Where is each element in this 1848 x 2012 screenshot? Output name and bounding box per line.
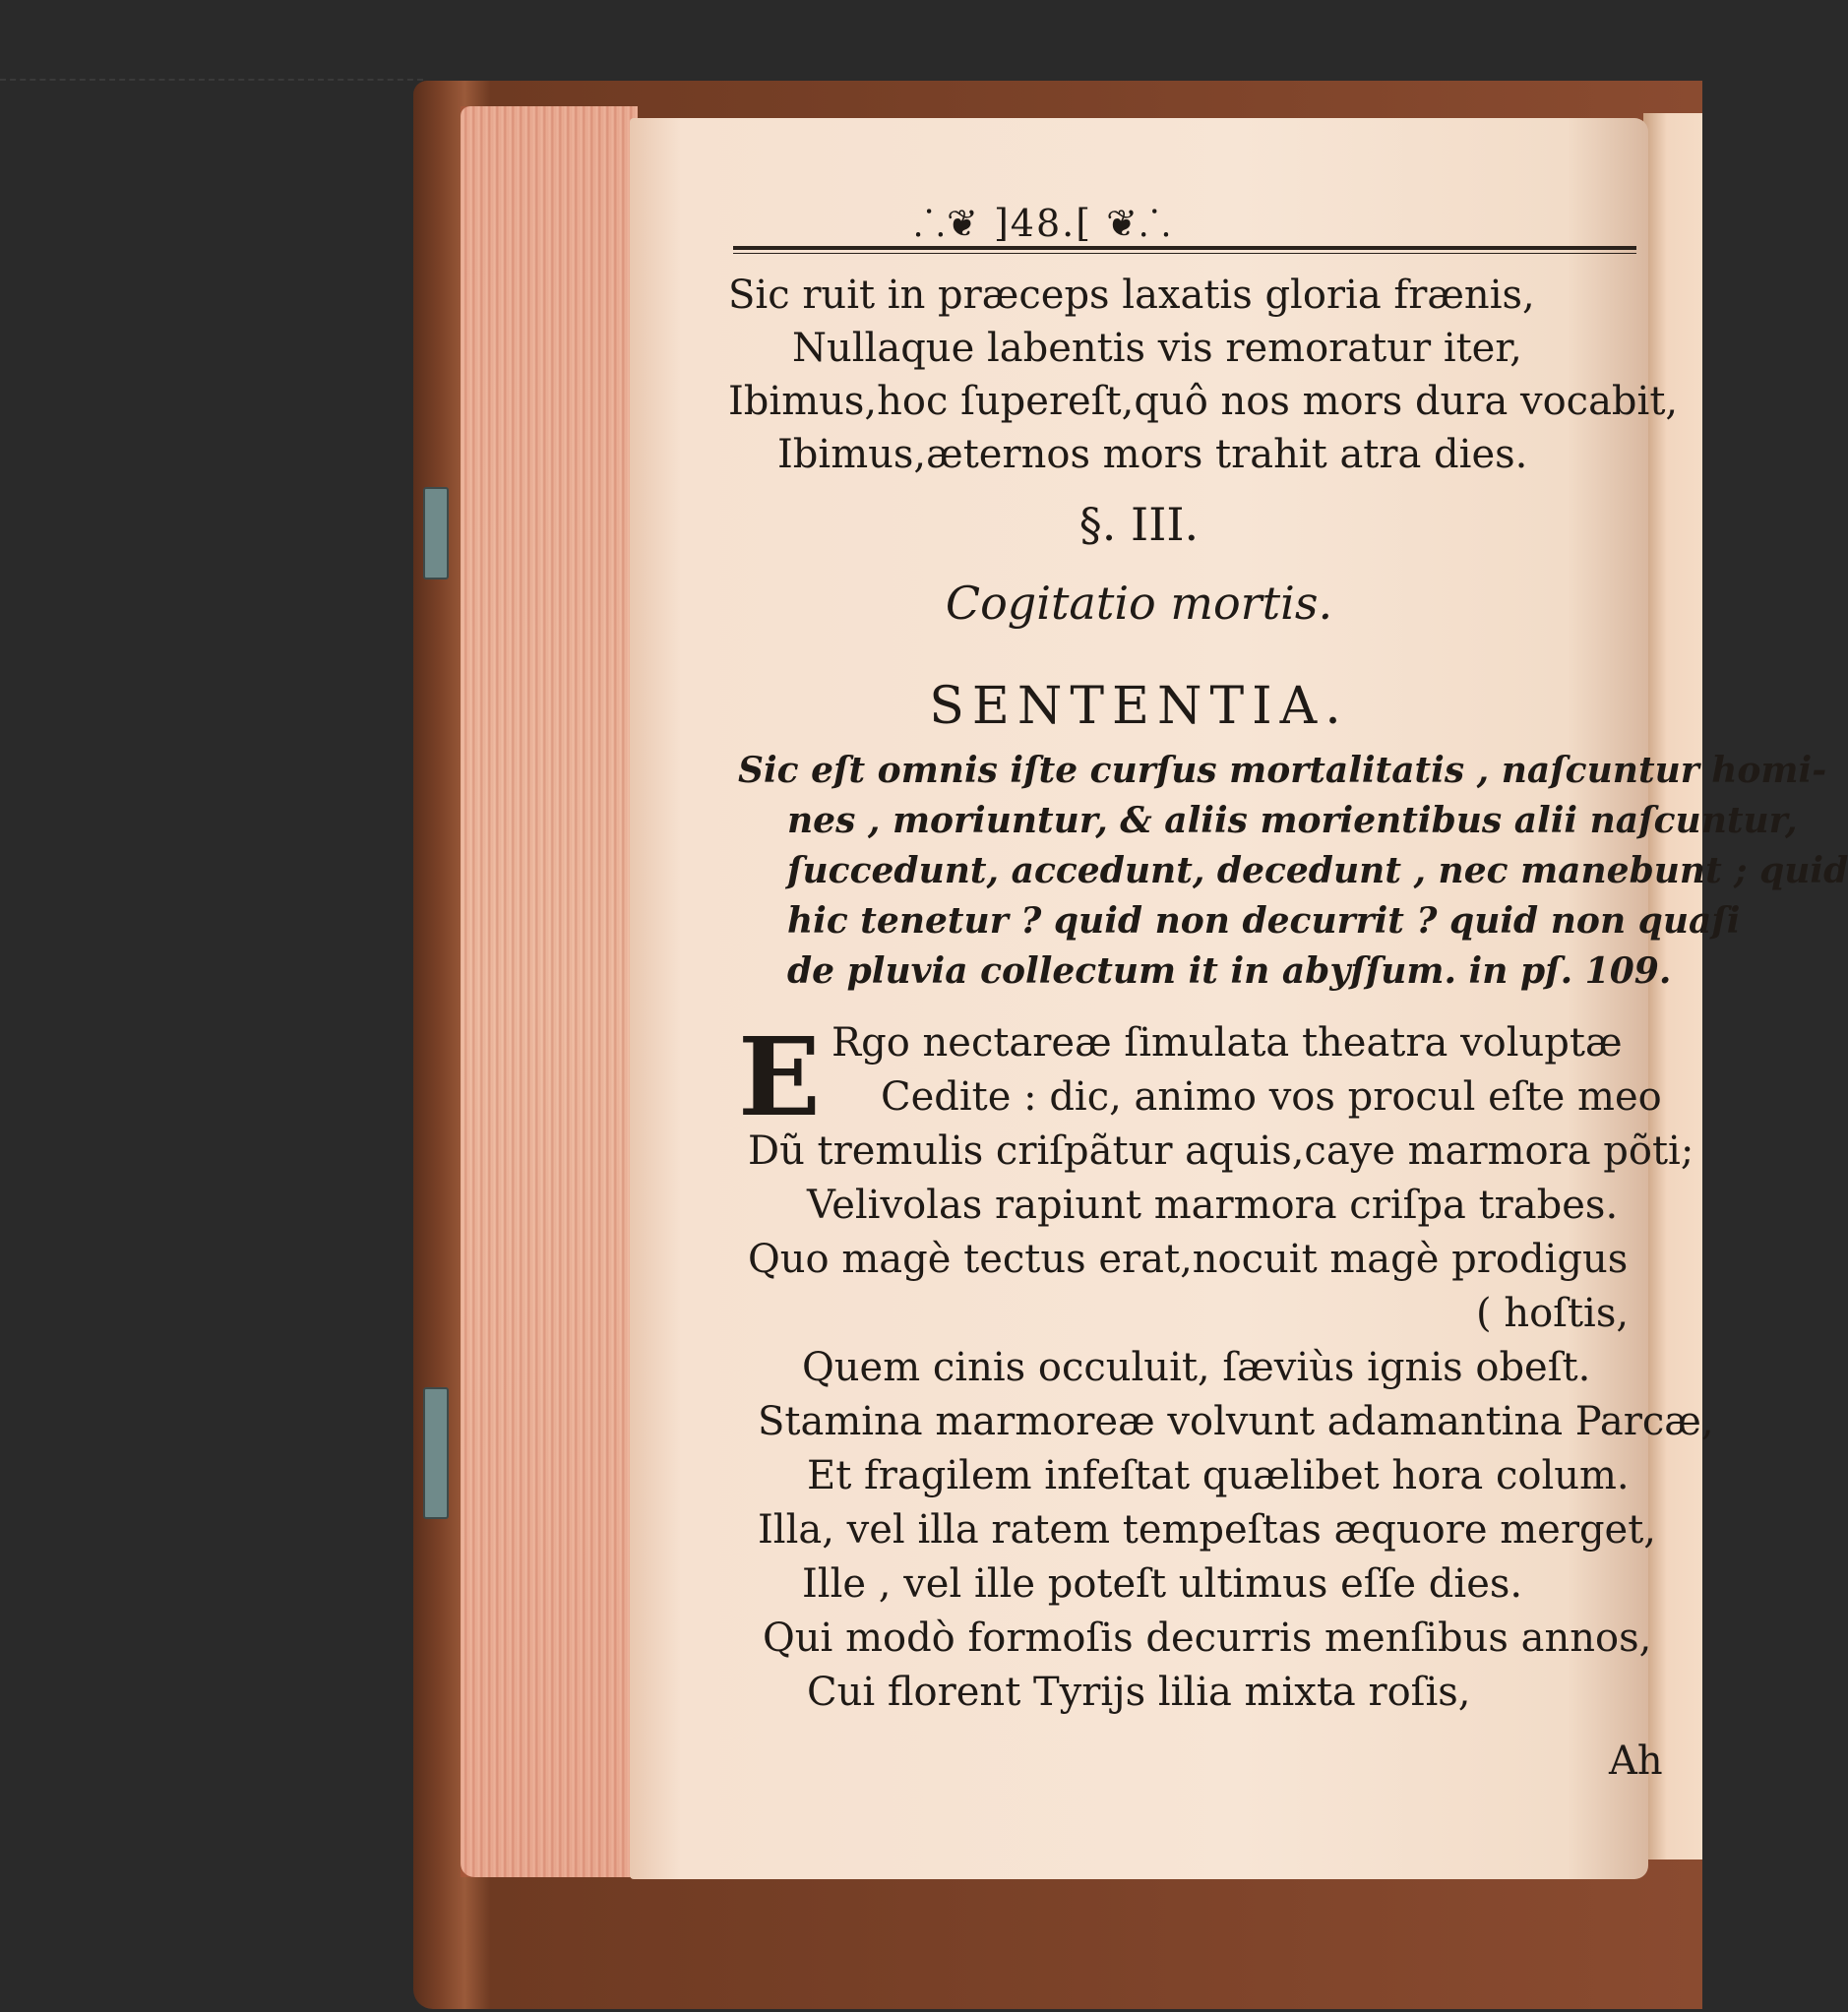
catchword: Ah xyxy=(1609,1738,1663,1784)
sententia-line: hic tenetur ? quid non decurrit ? quid non quaſi xyxy=(787,900,1741,942)
clasp-bottom xyxy=(423,1387,449,1519)
verse-line: Sic ruit in præceps laxatis gloria frænis, xyxy=(728,273,1535,318)
verse-line: Quo magè tectus erat,nocuit magè prodigus xyxy=(748,1237,1629,1282)
verse-line: ( hoſtis, xyxy=(1476,1291,1630,1336)
sententia-heading: SENTENTIA. xyxy=(929,677,1349,736)
verse-line: Dũ tremulis criſpãtur aquis,caye marmora põti; xyxy=(748,1128,1694,1174)
book-page xyxy=(630,118,1848,1879)
verse-line: Ille , vel ille poteſt ultimus eſſe dies. xyxy=(802,1561,1523,1607)
verse-line: Cui florent Tyrijs lilia mixta roſis, xyxy=(807,1670,1471,1715)
sententia-line: de pluvia collectum it in abyſſum. in pſ. 109. xyxy=(787,950,1672,992)
verse-line: Qui modò formoſis decurris menſibus annos, xyxy=(763,1616,1652,1661)
section-subtitle: Cogitatio mortis. xyxy=(945,577,1333,630)
verse-line: Rgo nectareæ ſimulata theatra voluptæ xyxy=(832,1020,1623,1066)
verse-line: Quem cinis occuluit, ſæviùs ignis obeſt. xyxy=(802,1345,1591,1390)
page-fore-edge xyxy=(461,106,638,1877)
verse-line: Ibimus,hoc ſupereſt,quô nos mors dura vocabit, xyxy=(728,379,1679,424)
verse-line: Et fragilem infeſtat quælibet hora colum. xyxy=(807,1453,1630,1498)
section-number: §. III. xyxy=(1078,498,1200,551)
sententia-line: Sic eſt omnis iſte curſus mortalitatis , naſcuntur homi- xyxy=(738,750,1827,791)
verse-line: Illa, vel illa ratem tempeſtas æquore merget, xyxy=(758,1507,1657,1553)
verse-line: Cedite : dic, animo vos procul eſte meo xyxy=(881,1074,1662,1120)
verse-line: Stamina marmoreæ volvunt adamantina Parcæ, xyxy=(758,1399,1714,1444)
drop-capital: E xyxy=(738,1013,821,1140)
verse-line: Nullaque labentis vis remoratur iter, xyxy=(792,326,1522,371)
verse-line: Ibimus,æternos mors trahit atra dies. xyxy=(777,432,1528,477)
header-rule-thin xyxy=(733,253,1636,254)
verse-line: Velivolas rapiunt marmora criſpa trabes. xyxy=(807,1183,1619,1228)
sententia-line: nes , moriuntur, & aliis morientibus alii naſcuntur, xyxy=(787,800,1798,841)
background-ruler xyxy=(0,0,423,81)
page-header: ⸫❦ ]48.[ ❦⸫ xyxy=(913,202,1173,245)
header-rule xyxy=(733,246,1636,250)
clasp-top xyxy=(423,487,449,579)
sententia-line: ſuccedunt, accedunt, decedunt , nec manebunt ; quid xyxy=(787,850,1848,891)
